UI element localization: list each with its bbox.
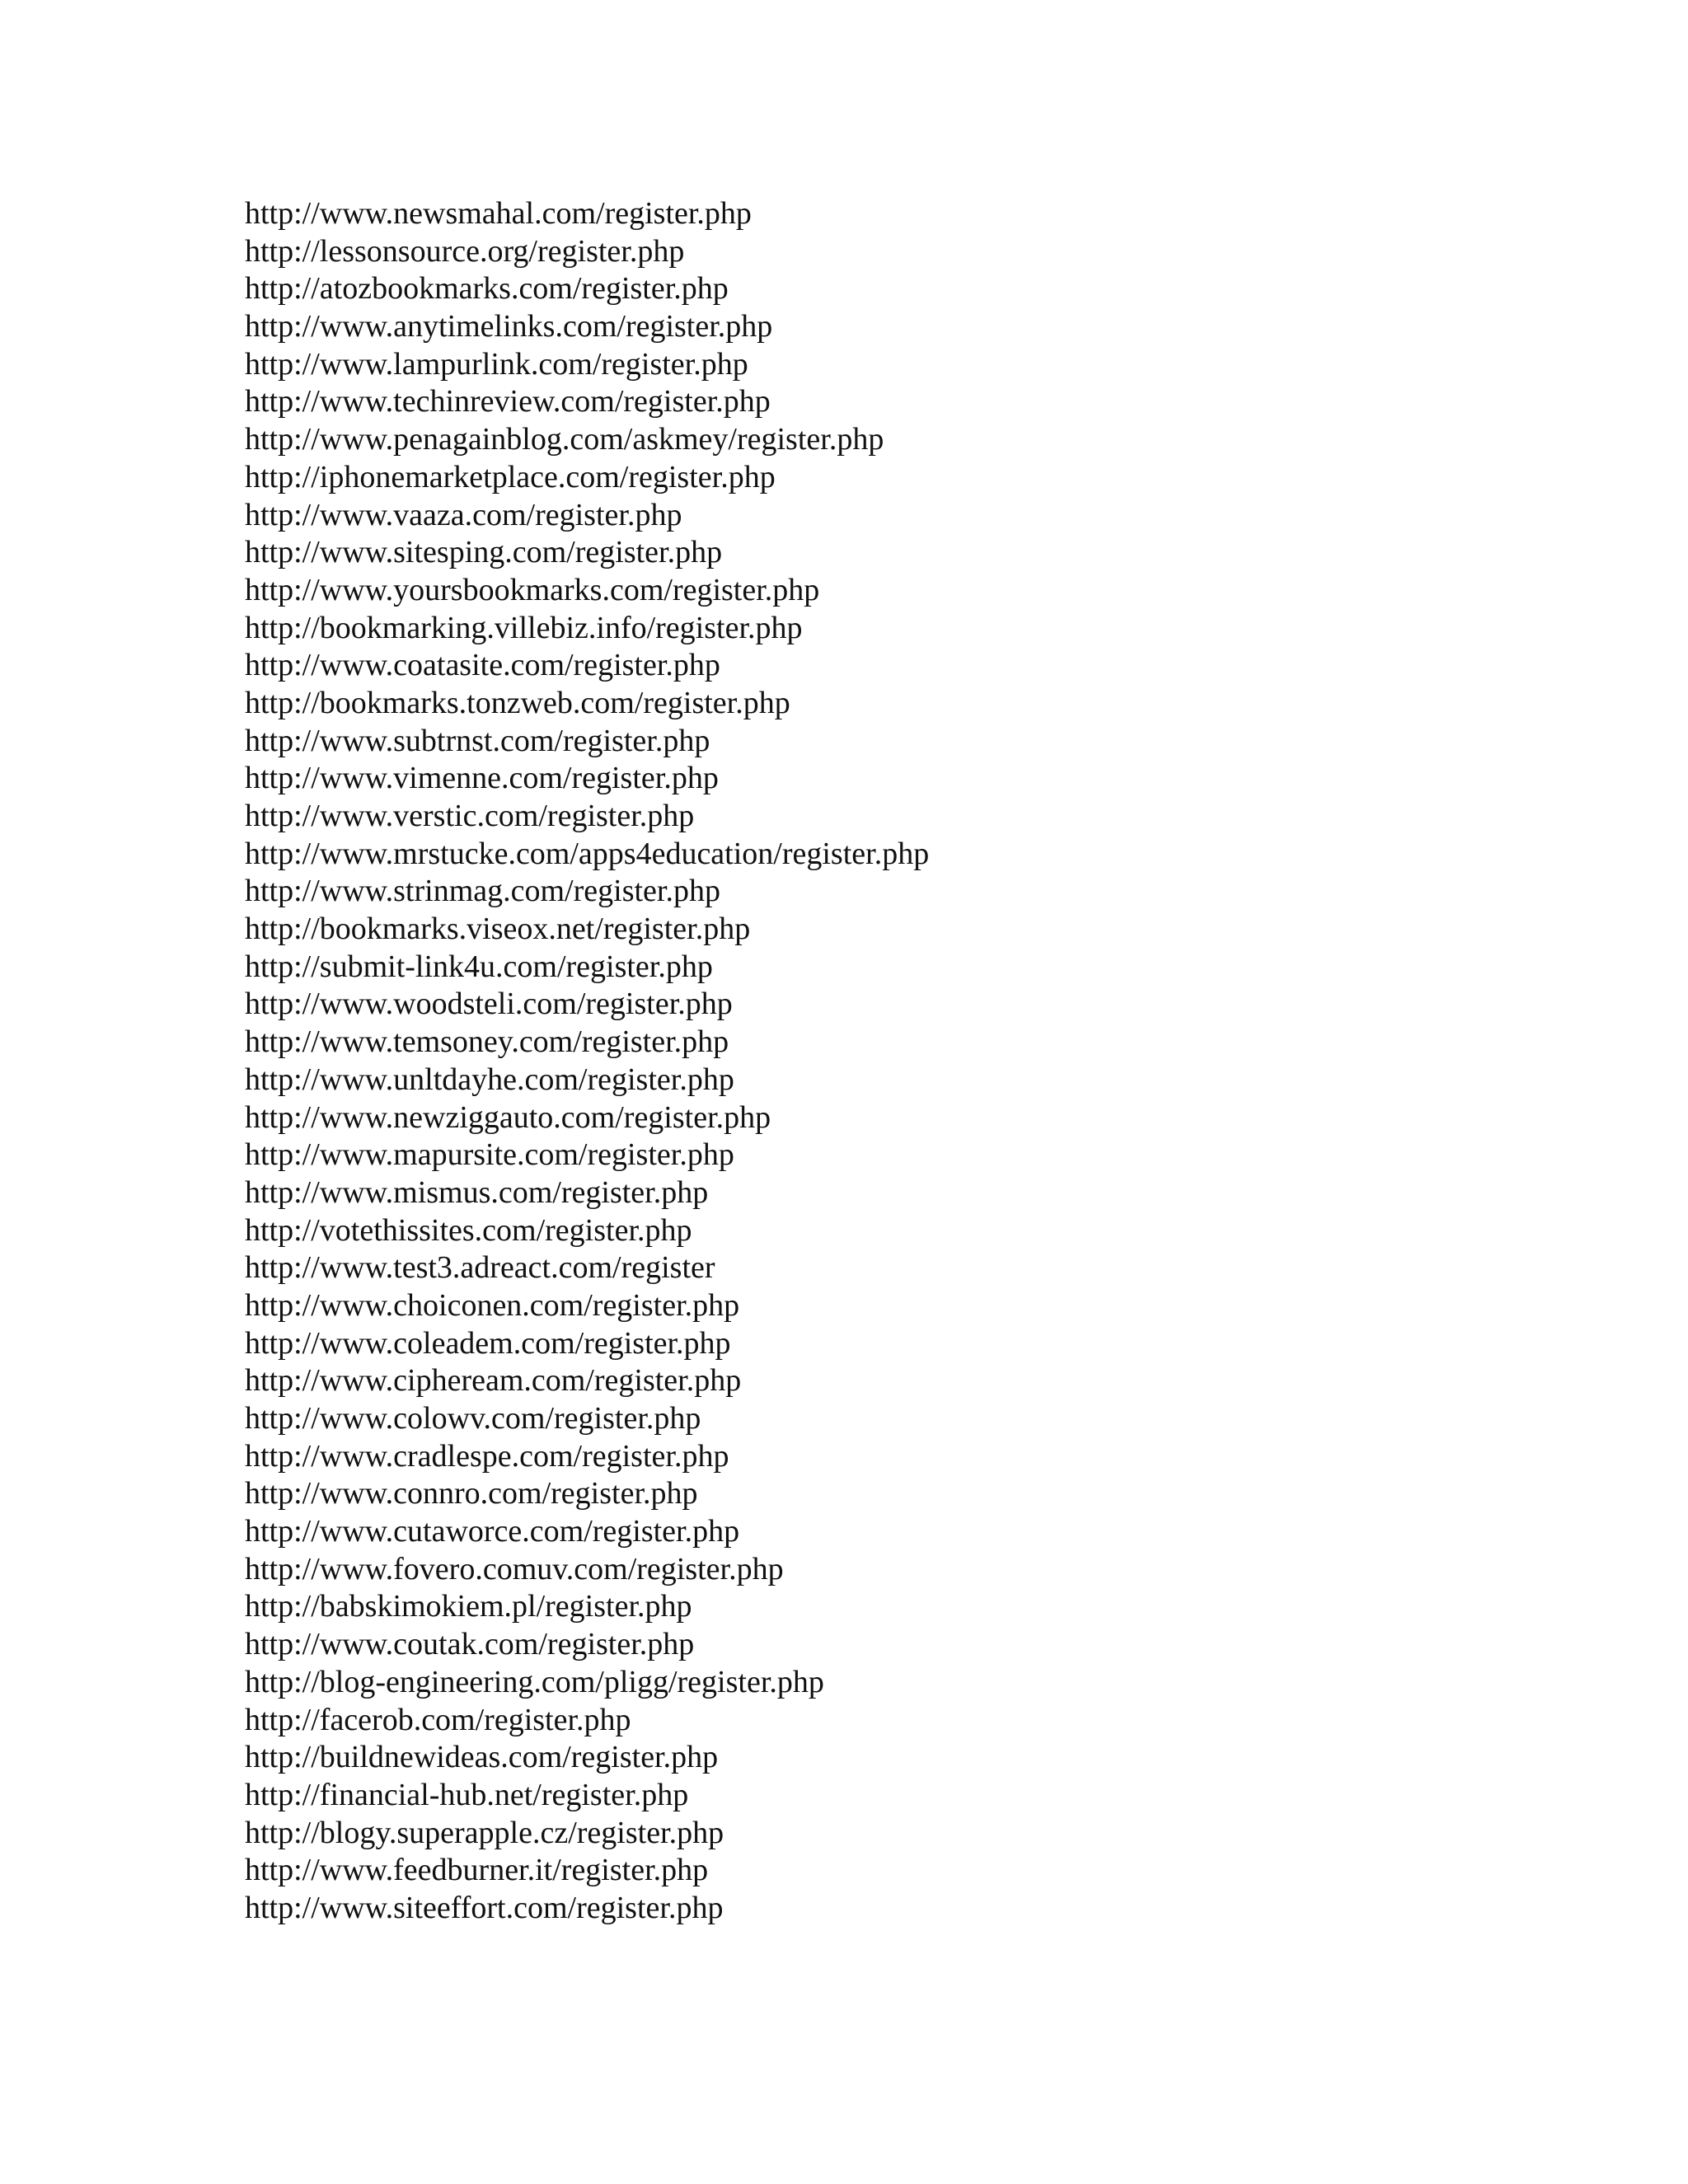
url-line: http://www.vaaza.com/register.php — [245, 497, 682, 532]
url-list — [245, 195, 929, 1928]
url-line: http://facerob.com/register.php — [245, 1702, 631, 1737]
url-line: http://votethissites.com/register.php — [245, 1212, 692, 1248]
url-line: http://buildnewideas.com/register.php — [245, 1740, 719, 1775]
url-line: http://iphonemarketplace.com/register.php — [245, 459, 776, 494]
url-line: http://www.vimenne.com/register.php — [245, 761, 719, 796]
url-line: http://atozbookmarks.com/register.php — [245, 271, 729, 307]
url-line: http://www.colowv.com/register.php — [245, 1401, 701, 1436]
url-line: http://www.test3.adreact.com/register — [245, 1250, 715, 1286]
url-line: http://www.connro.com/register.php — [245, 1476, 698, 1511]
url-line: http://www.subtrnst.com/register.php — [245, 723, 710, 758]
url-line: http://www.newsmahal.com/register.php — [245, 196, 752, 231]
url-line: http://www.coutak.com/register.php — [245, 1627, 695, 1662]
url-line: http://www.cradlespe.com/register.php — [245, 1438, 729, 1474]
url-line: http://www.yoursbookmarks.com/register.php — [245, 572, 820, 607]
url-line: http://www.ciphereаm.com/register.php — [245, 1363, 742, 1399]
url-line: http://bookmarking.villebiz.info/register.php — [245, 610, 803, 645]
url-line: http://www.unltdayhe.com/register.php — [245, 1062, 734, 1097]
url-line: http://www.temsoney.com/register.php — [245, 1024, 729, 1060]
url-line: http://www.verstic.com/register.php — [245, 799, 695, 833]
url-line: http://www.cutaworce.com/register.php — [245, 1514, 740, 1549]
url-line: http://www.lampurlink.com/register.php — [245, 346, 748, 382]
url-line: http://www.mismus.com/register.php — [245, 1174, 709, 1210]
url-line: http://www.coleadem.com/register.php — [245, 1325, 731, 1361]
url-line: http://www.fovero.comuv.com/register.php — [245, 1551, 784, 1586]
url-line: http://submit-link4u.com/register.php — [245, 949, 713, 984]
url-line: http://blog-engineering.com/pligg/register.php — [245, 1664, 824, 1699]
url-line: http://www.sitesping.com/register.php — [245, 535, 723, 570]
url-line: http://www.woodsteli.com/register.php — [245, 987, 733, 1022]
url-line: http://www.penagainblog.com/askmey/register.php — [245, 422, 884, 457]
url-line: http://blogy.superapple.cz/register.php — [245, 1815, 724, 1850]
url-line: http://www.choiconen.com/register.php — [245, 1287, 740, 1323]
url-line: http://financial-hub.net/register.php — [245, 1777, 689, 1812]
url-line: http://www.mrstucke.com/apps4education/register.php — [245, 836, 930, 871]
url-line: http://bookmarks.tonzweb.com/register.php — [245, 685, 790, 720]
url-line: http://www.strinmag.com/register.php — [245, 874, 720, 909]
url-line: http://www.feedburner.it/register.php — [245, 1853, 709, 1888]
url-line: http://www.coatasite.com/register.php — [245, 648, 720, 683]
url-line: http://www.techinreview.com/register.php — [245, 384, 771, 419]
url-line: http://www.newziggauto.com/register.php — [245, 1099, 771, 1135]
url-line: http://www.mapursite.com/register.php — [245, 1137, 734, 1173]
url-line: http://lessonsource.org/register.php — [245, 233, 685, 269]
url-line: http://www.siteeffort.com/register.php — [245, 1890, 724, 1925]
url-line: http://www.anytimelinks.com/register.php — [245, 309, 773, 344]
url-line: http://bookmarks.viseox.net/register.php — [245, 912, 751, 947]
url-line: http://babskimokiem.pl/register.php — [245, 1589, 692, 1624]
